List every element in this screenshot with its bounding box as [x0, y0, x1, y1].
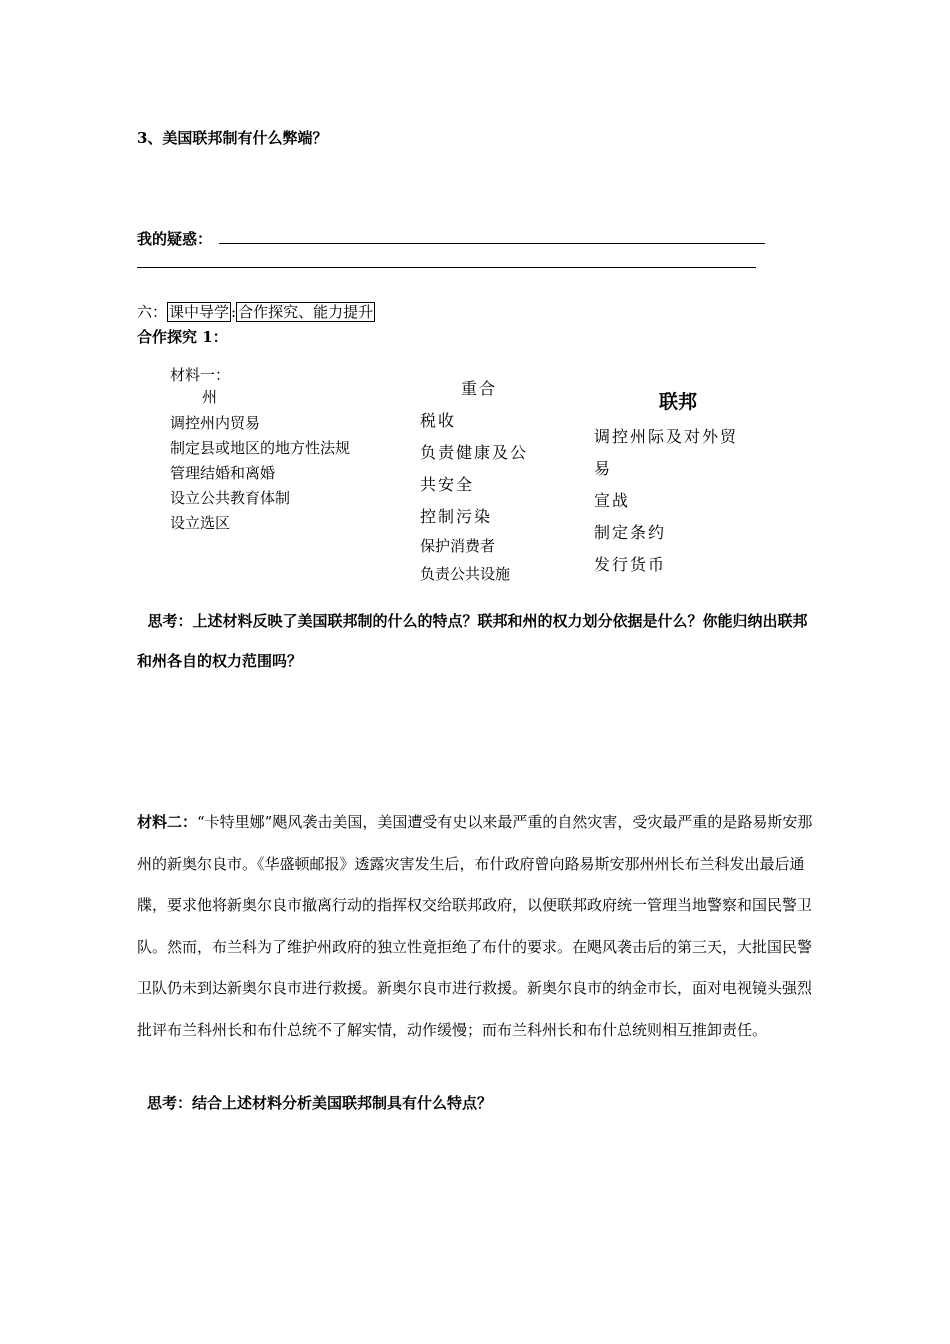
material-1-title: 材料一：: [170, 366, 231, 384]
answer-line-2: [137, 267, 756, 268]
material-2-label: 材料二：: [137, 813, 198, 831]
section-6-heading: [137, 301, 375, 322]
think-question-2: 思考：结合上述材料分析美国联邦制具有什么特点？: [147, 1094, 493, 1112]
state-power-item: 调控州内贸易: [170, 414, 261, 432]
answer-line-1: [219, 243, 765, 244]
think-question-1: [137, 601, 817, 681]
shared-powers-list-2: [420, 532, 510, 588]
question-3: 3、美国联邦制有什么弊端？: [137, 129, 328, 147]
federal-power-item: 制定条约: [594, 523, 667, 542]
shared-power-item: 保护消费者: [420, 537, 496, 555]
think-question-1-text: 思考：上述材料反映了美国联邦制的什么的特点？联邦和州的权力划分依据是什么？你能归纳出联邦和州各自的权力范围吗？: [137, 612, 808, 670]
shared-column-heading: 重合: [461, 379, 498, 398]
federal-power-item: 易: [594, 459, 613, 478]
shared-powers-list: [420, 405, 528, 533]
state-power-item: 设立公共教育体制: [170, 489, 291, 507]
state-powers-list: [170, 411, 350, 536]
federal-power-item: 发行货币: [594, 555, 667, 574]
state-power-item: 管理结婚和离婚: [170, 464, 276, 482]
federal-power-item: 宣战: [594, 491, 631, 510]
state-power-item: 设立选区: [170, 514, 231, 532]
material-2-text: “卡特里娜”飓风袭击美国，美国遭受有史以来最严重的自然灾害，受灾最严重的是路易斯安那州的新奥尔良市。《华盛顿邮报》透露灾害发生后，布什政府曾向路易斯安那州州长布兰科发出最后通牒，要求他将新奥尔良市撤离行动的指挥权交给联邦政府，以便联邦政府统一管理当地警察和国民警卫队。然而，布兰科为了维护州政府的独立性竟拒绝了布什的要求。在飓风袭击后的第三天，大批国民警卫队仍未到达新奥尔良市进行救援。新奥尔良市进行救援。新奥尔良市的纳金市长，面对电视镜头强烈批评布兰科州长和布什总统不了解实情，动作缓慢；而布兰科州长和布什总统则相互推卸责任。: [137, 813, 813, 1039]
cooperative-inquiry-1-title: 合作探究 1：: [137, 328, 228, 346]
shared-power-item: 负责公共设施: [420, 565, 511, 583]
federal-column-heading: 联邦: [659, 391, 698, 413]
section-6-box-guide: 课中导学: [169, 303, 230, 321]
federal-power-item: 调控州际及对外贸: [594, 427, 739, 446]
section-6-separator: :: [231, 303, 237, 321]
section-6-box-explore: 合作探究、能力提升: [238, 303, 374, 321]
material-2-paragraph: [137, 802, 817, 1051]
doubt-label: 我的疑惑：: [137, 230, 213, 248]
section-6-prefix: 六：: [137, 303, 168, 321]
state-power-item: 制定县或地区的地方性法规: [170, 439, 351, 457]
shared-power-item: 税收: [420, 411, 457, 430]
shared-power-item: 共安全: [420, 475, 475, 494]
state-column-heading: 州: [202, 388, 218, 406]
shared-power-item: 控制污染: [420, 507, 493, 526]
federal-powers-list: [594, 421, 738, 581]
shared-power-item: 负责健康及公: [420, 443, 529, 462]
